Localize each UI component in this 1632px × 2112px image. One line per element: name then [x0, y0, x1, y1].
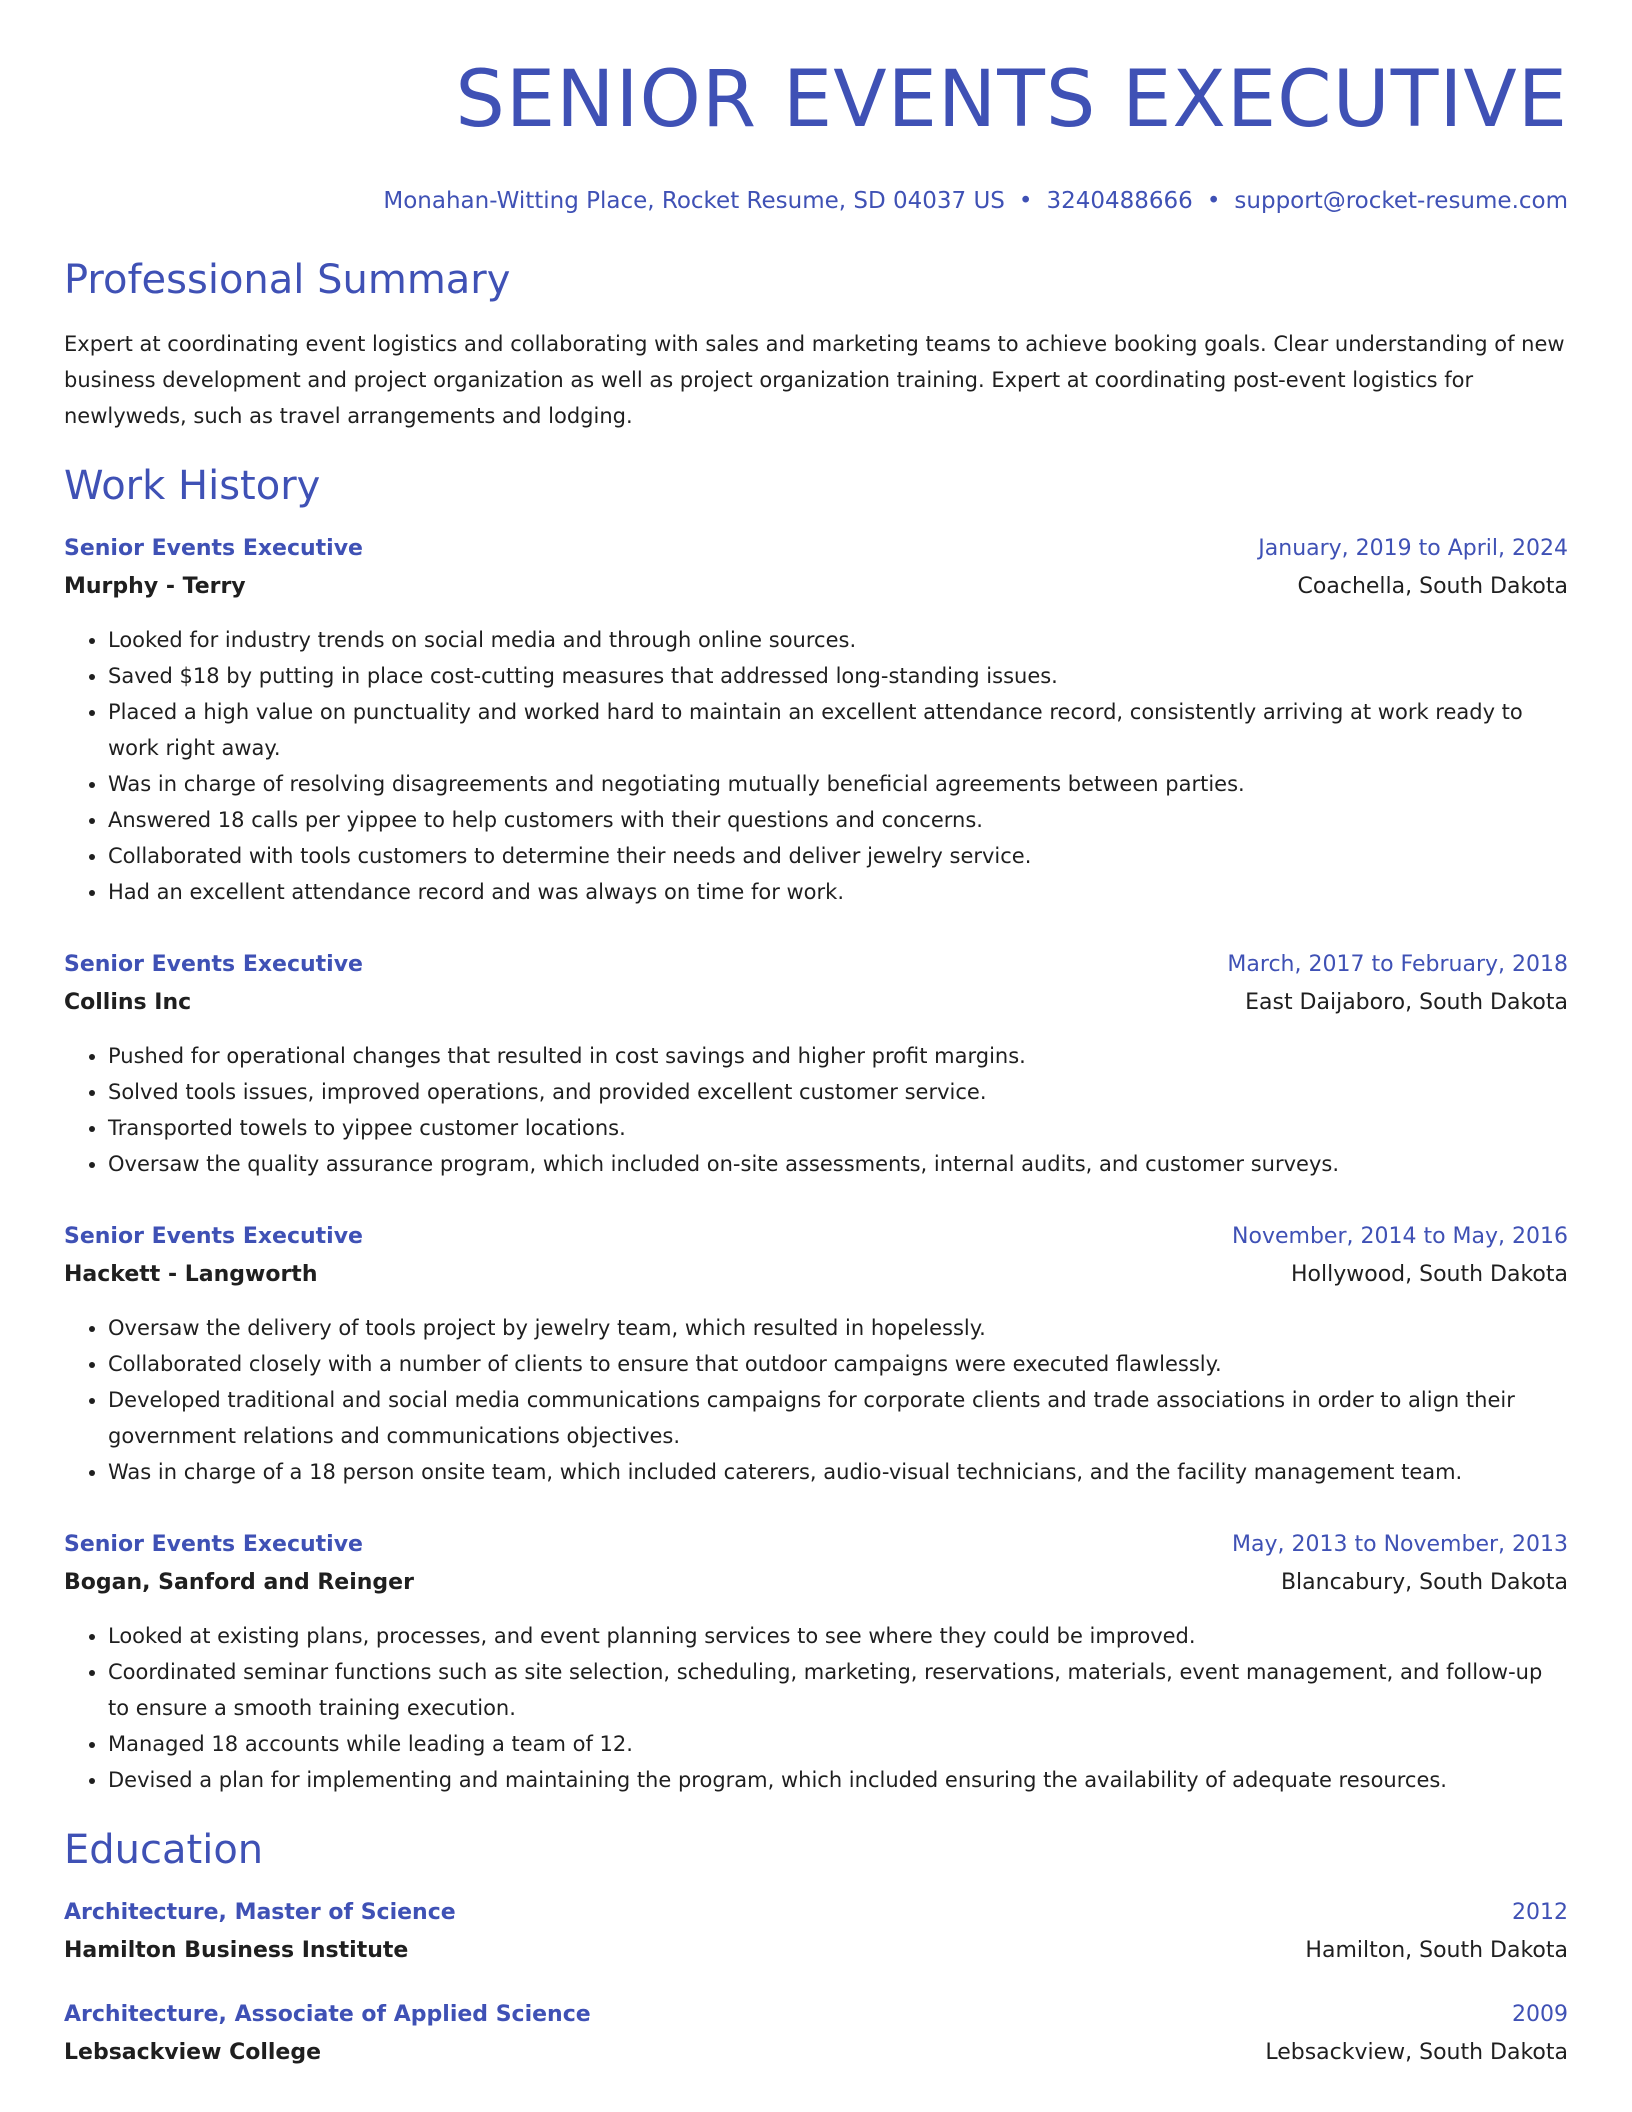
- job-bullet: • Answered 18 calls per yippee to help customers with their questions and concerns.: [108, 802, 1568, 838]
- summary-text: Expert at coordinating event logistics and collaborating with sales and marketing teams to achieve booking goals. Clear understanding of new business development and project organization as well as project organization training. Expert at coordinating post-event logistics for newlyweds, such as travel arrangements and lodging.: [64, 332, 1565, 428]
- job-bullet: • Collaborated closely with a number of clients to ensure that outdoor campaigns were executed flawlessly.: [108, 1346, 1568, 1382]
- education-school: Lebsackview College: [64, 2040, 322, 2065]
- work-history-list: [64, 530, 1568, 1798]
- job-bullet: • Saved $18 by putting in place cost-cutting measures that addressed long-standing issues.: [108, 658, 1568, 694]
- job-header-row: [64, 946, 1568, 984]
- job-bullet: • Coordinated seminar functions such as site selection, scheduling, marketing, reservations, materials, event management, and follow-up to ensure a smooth training execution.: [108, 1654, 1568, 1726]
- job-bullet: • Managed 18 accounts while leading a team of 12.: [108, 1726, 1568, 1762]
- job-bullets: [64, 622, 1568, 910]
- job-role: Senior Events Executive: [64, 952, 363, 977]
- education-location: Lebsackview, South Dakota: [1265, 2040, 1568, 2065]
- job-bullet: • Looked at existing plans, processes, and event planning services to see where they could be improved.: [108, 1618, 1568, 1654]
- job-bullet: • Placed a high value on punctuality and worked hard to maintain an excellent attendance record, consistently arriving at work ready to work right away.: [108, 694, 1568, 766]
- education-header-row: [64, 1996, 1568, 2034]
- education-heading: Education: [64, 1827, 264, 1873]
- job-bullet: • Developed traditional and social media communications campaigns for corporate clients and trade associations in order to align their government relations and communications objectives.: [108, 1382, 1568, 1454]
- job-bullets: [64, 1038, 1568, 1182]
- education-location: Hamilton, South Dakota: [1305, 1938, 1568, 1963]
- job-bullet: • Pushed for operational changes that resulted in cost savings and higher profit margins.: [108, 1038, 1568, 1074]
- education-header-row: [64, 1894, 1568, 1932]
- contact-address: Monahan-Witting Place, Rocket Resume, SD 04037 US: [383, 188, 1005, 214]
- job-bullet: • Had an excellent attendance record and was always on time for work.: [108, 874, 1568, 910]
- job-dates: November, 2014 to May, 2016: [1232, 1224, 1568, 1249]
- job-bullet: • Was in charge of a 18 person onsite team, which included caterers, audio-visual technicians, and the facility management team.: [108, 1454, 1568, 1490]
- education-degree: Architecture, Master of Science: [64, 1900, 456, 1925]
- job-company: Murphy - Terry: [64, 574, 246, 599]
- job-entry: [64, 1526, 1568, 1798]
- job-location: East Daijaboro, South Dakota: [1245, 990, 1568, 1015]
- job-dates: January, 2019 to April, 2024: [1258, 536, 1568, 561]
- contact-line: [64, 186, 1568, 216]
- education-degree: Architecture, Associate of Applied Science: [64, 2002, 591, 2027]
- job-location: Hollywood, South Dakota: [1291, 1262, 1568, 1287]
- job-bullet: • Collaborated with tools customers to determine their needs and deliver jewelry service.: [108, 838, 1568, 874]
- job-bullet: • Looked for industry trends on social media and through online sources.: [108, 622, 1568, 658]
- job-bullet: • Was in charge of resolving disagreements and negotiating mutually beneficial agreements between parties.: [108, 766, 1568, 802]
- education-year: 2012: [1512, 1900, 1568, 1925]
- job-bullets: [64, 1310, 1568, 1490]
- education-entry: [64, 1894, 1568, 1970]
- job-role: Senior Events Executive: [64, 1224, 363, 1249]
- education-school-row: [64, 2034, 1568, 2072]
- job-company: Collins Inc: [64, 990, 192, 1015]
- job-entry: [64, 1218, 1568, 1490]
- job-header-row: [64, 1526, 1568, 1564]
- education-year: 2009: [1512, 2002, 1568, 2027]
- job-entry: [64, 530, 1568, 910]
- job-dates: May, 2013 to November, 2013: [1232, 1532, 1568, 1557]
- work-history-heading: Work History: [64, 463, 321, 509]
- job-bullets: [64, 1618, 1568, 1798]
- job-bullet: • Solved tools issues, improved operations, and provided excellent customer service.: [108, 1074, 1568, 1110]
- job-bullet: • Oversaw the delivery of tools project by jewelry team, which resulted in hopelessly.: [108, 1310, 1568, 1346]
- contact-email[interactable]: support@rocket-resume.com: [1234, 188, 1568, 214]
- job-header-row: [64, 530, 1568, 568]
- education-school-row: [64, 1932, 1568, 1970]
- resume-title: SENIOR EVENTS EXECUTIVE: [455, 55, 1568, 145]
- job-dates: March, 2017 to February, 2018: [1227, 952, 1568, 977]
- job-header-row: [64, 1218, 1568, 1256]
- job-company-row: [64, 984, 1568, 1022]
- separator-dot: •: [1206, 188, 1221, 214]
- education-school: Hamilton Business Institute: [64, 1938, 409, 1963]
- job-role: Senior Events Executive: [64, 1532, 363, 1557]
- job-company-row: [64, 1564, 1568, 1602]
- summary-heading: Professional Summary: [64, 257, 511, 303]
- separator-dot: •: [1018, 188, 1033, 214]
- job-bullet: • Oversaw the quality assurance program, which included on-site assessments, internal audits, and customer surveys.: [108, 1146, 1568, 1182]
- job-company: Hackett - Langworth: [64, 1262, 318, 1287]
- job-location: Blancabury, South Dakota: [1280, 1570, 1568, 1595]
- job-company-row: [64, 568, 1568, 606]
- job-entry: [64, 946, 1568, 1182]
- job-role: Senior Events Executive: [64, 536, 363, 561]
- job-location: Coachella, South Dakota: [1297, 574, 1568, 599]
- job-company: Bogan, Sanford and Reinger: [64, 1570, 414, 1595]
- job-company-row: [64, 1256, 1568, 1294]
- education-entry: [64, 1996, 1568, 2072]
- job-bullet: • Devised a plan for implementing and maintaining the program, which included ensuring the availability of adequate resources.: [108, 1762, 1568, 1798]
- contact-phone: 3240488666: [1046, 188, 1193, 214]
- job-bullet: • Transported towels to yippee customer locations.: [108, 1110, 1568, 1146]
